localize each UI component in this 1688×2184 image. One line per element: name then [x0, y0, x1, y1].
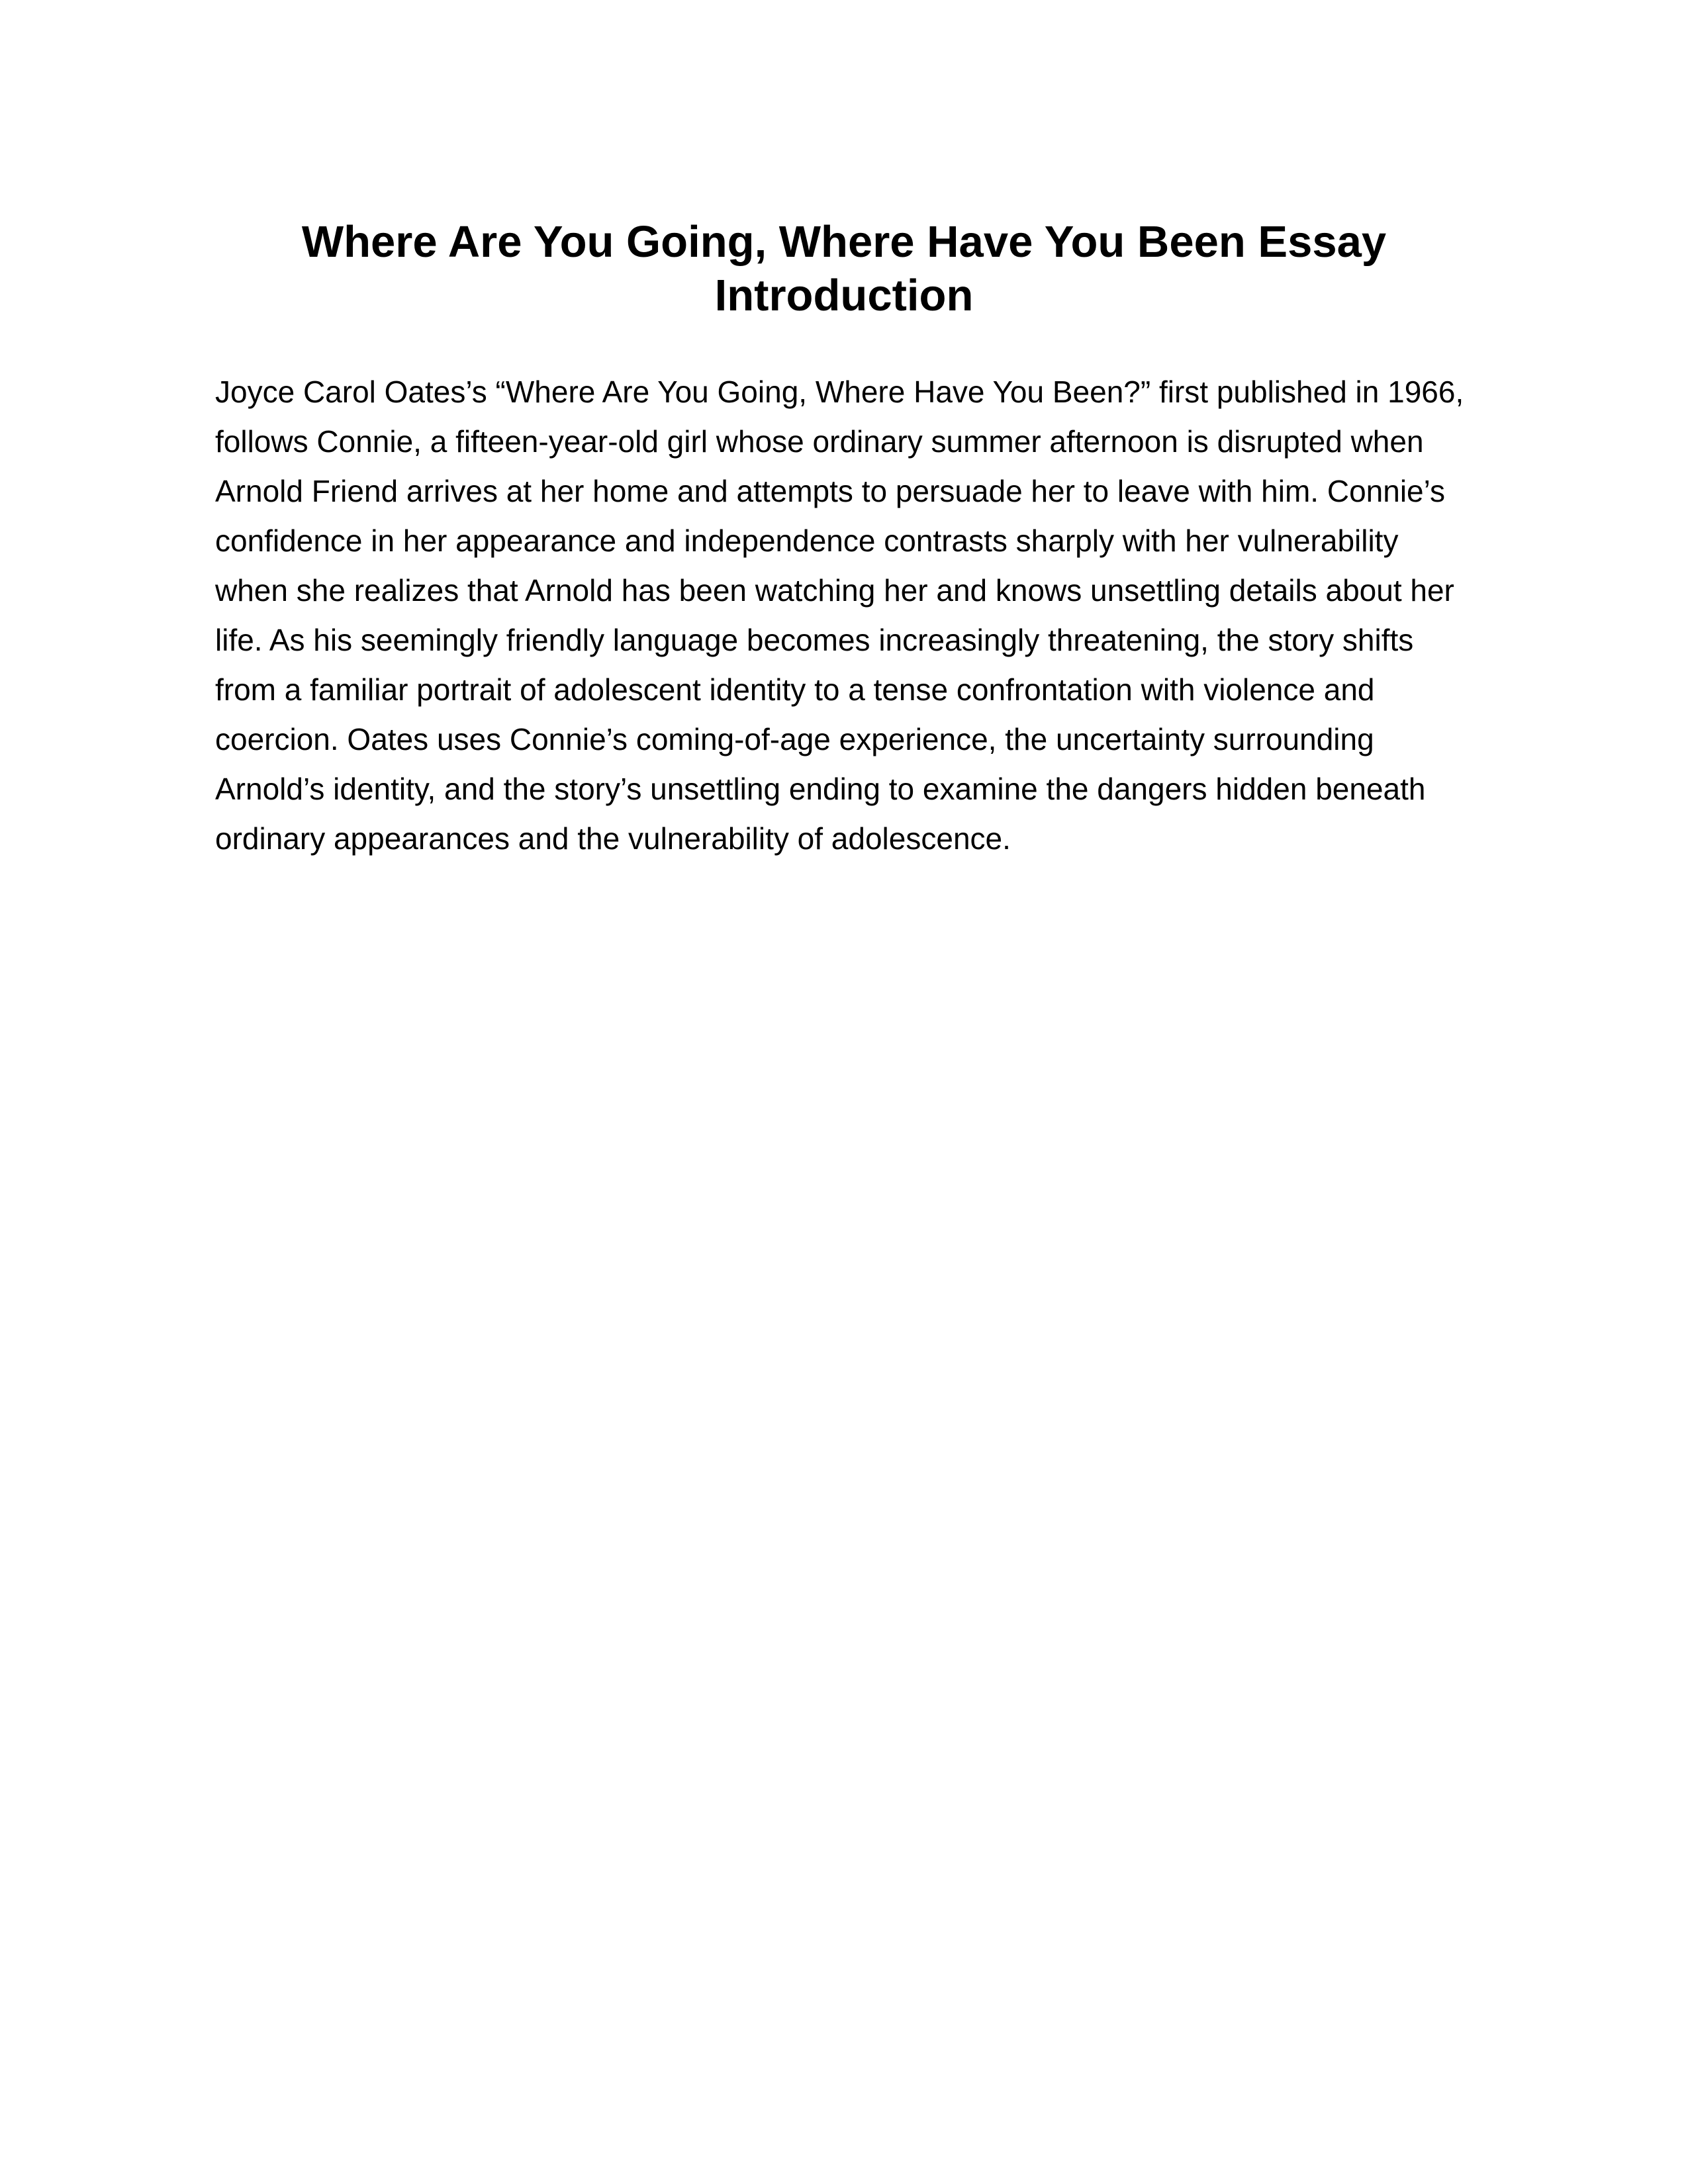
document-content: [215, 215, 1473, 864]
intro-paragraph: Joyce Carol Oates’s “Where Are You Going, Where Have You Been?” first published in 1966, follows Connie, a fifteen-year-old girl whose ordinary summer afternoon is disrupted when Arnold Friend arrives at her home and attempts to persuade her to leave with him. Connie’s confidence in her appearance and independence contrasts sharply with her vulnerability when she realizes that Arnold has been watching her and knows unsettling details about her life. As his seemingly friendly language becomes increasingly threatening, the story shifts from a familiar portrait of adolescent identity to a tense confrontation with violence and coercion. Oates uses Connie’s coming-of-age experience, the uncertainty surrounding Arnold’s identity, and the story’s unsettling ending to examine the dangers hidden beneath ordinary appearances and the vulnerability of adolescence.: [215, 375, 1464, 856]
page-title: Where Are You Going, Where Have You Been Essay Introduction: [301, 217, 1387, 320]
